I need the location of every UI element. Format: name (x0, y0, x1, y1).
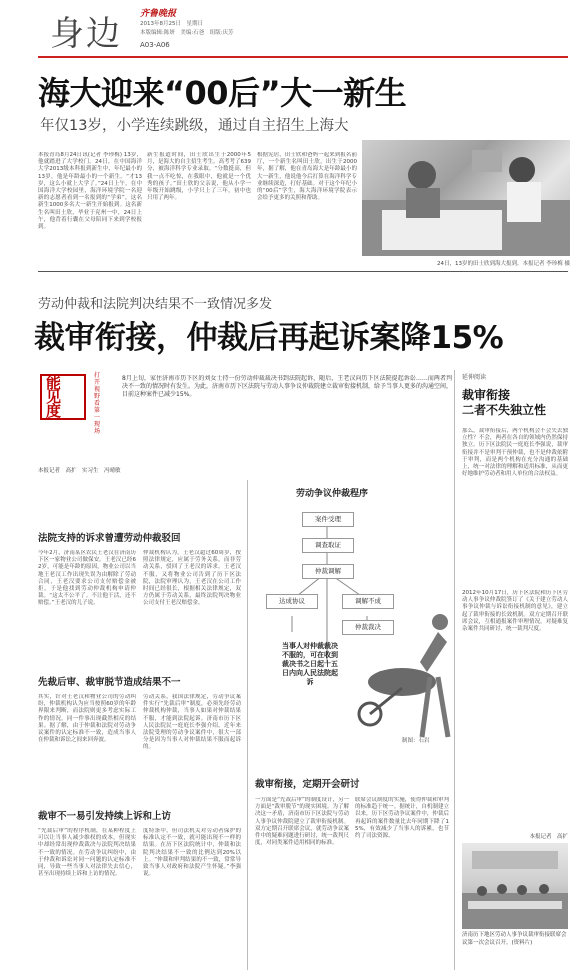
section4-column-1: 一方面是“先裁后审”的制度设计，另一方面是“裁审脱节”的现实困境。为了解决这一矛盾，济南市历下区法院与劳动人事争议仲裁院建立了裁审衔接机制。双方定期召开联席会议，就劳动争议案件中的疑难问题进行研讨，统一裁判尺度，对同类案件适用相同的标准。 (255, 797, 349, 847)
section1-column-2: 仲裁机构认为，王老汉超过60周岁，按照法律规定，应属于劳务关系，而非劳动关系，驳回了王老汉的诉求。王老汉不服，又将物业公司告到了历下区法院，法院审理认为，王老汉在公司工作时间已经很长，根据相关法律规定，双方仍属于劳动关系，最终法院判决物业公司支付王老汉赔偿金。 (143, 550, 241, 607)
logo-side-text: 打开视野看第一现场 (94, 372, 101, 435)
flow-credit: 制图：石岩 (402, 738, 430, 744)
flowchart-title: 劳动争议仲裁程序 (296, 489, 369, 499)
sidebar-label: 延伸阅读 (462, 374, 487, 381)
section3-title: 裁审不一易引发持续上诉和上访 (38, 811, 172, 822)
editor-credits: 本版编辑:陈妍 美编:石爸 组版:庆芳 (140, 30, 234, 36)
paper-logo: 齐鲁晚报 (140, 9, 177, 19)
sidebar-body-2: 2012年10月17日，历下区法院和历下区劳动人事争议仲裁院签订了《关于建立劳动人事争议仲裁与诉讼衔接机制的意见》，建立起了裁审衔接的长效机制。双方定期召开联席会议，互相通报案件审理情况，对疑难复杂案件共同研讨，统一裁判尺度。 (462, 590, 568, 633)
sidebar-byline: 本报记者 高扩 (529, 834, 568, 840)
section4-column-2: 联席会议制度的实施，使得仲裁和审判的标准趋于统一。据统计，自机制建立以来，历下区劳动争议案件中，仲裁后再起诉的案件数量比去年同期下降了15%，有效减少了当事人的诉累，也节约了司法资源。 (355, 797, 449, 840)
section2-column-1: 其实，针对王老汉和物业公司的劳动纠纷，仲裁机构认为应当按照60岁的年龄界限来判断，而法院则更多考虑实际工作的情况，同一件事出现截然相反的结果。据了解，由于仲裁和法院对劳动争议案件的认定标准不一致，造成当事人在仲裁和诉讼之间来回奔波。 (38, 694, 136, 744)
flow-note: 当事人对仲裁裁决不服的，可在收到裁决书之日起十五日内向人民法院起诉 (282, 642, 338, 686)
section4-title: 裁审衔接，定期开会研讨 (255, 779, 360, 790)
section1-title: 法院支持的诉求曾遭劳动仲裁驳回 (38, 533, 181, 544)
story2-intro: 8月上旬，家住济南市历下区的刘女士持一份劳动仲裁裁决书到法院起诉，随后，王老汉向历下区法院提起诉讼……而两者判决不一致的情况时有发生。为此，济南市历下区法院与劳动人事争议仲裁院建立裁审衔接机制，给予当事人更多的沟通空间，目前这种案件已减少15%。 (122, 375, 452, 398)
masthead-rule (38, 56, 568, 58)
story1-column-3: 根据宪居，田士欣和爸妈一起来到报名前厅，一个新生名叫田士欣，出生于2000年，据了解，他在青岛海大是年龄最小的大一新生，他说他今后打算在海洋科学专业继续深造，打好基础。对于这个年纪小的“00后”学生，海大海洋环境学院表示会给予更多的关照和帮助。 (257, 152, 357, 202)
section3-column-2: 度特条中，但司法机关对劳动者保护的标准认定不一致，就可能出现不一样的结果。在历下区法院统计中，仲裁和法院判决结果不一致的比例达到20%以上。“仲裁和审判结果的不一致，常常导致当事人对政府和法院产生怀疑。”李强说。 (143, 828, 241, 878)
sidebar-rule (454, 370, 455, 970)
flow-branch-failed: 调解不成 (342, 594, 394, 609)
section2-column-2: 劳动关系，我国法律规定，劳动争议案件实行“先裁后审”制度，必须先经劳动仲裁机构仲裁，当事人如果对仲裁结果不服，才能到法院起诉。济南市历下区人民法院民一庭庭长李强介绍，近年来法院受理的劳动争议案件中，很大一部分是因为当事人对仲裁结果不服而起诉的。 (143, 694, 241, 751)
flow-step-accept: 案件受理 (302, 512, 354, 527)
column-logo (38, 370, 114, 435)
section3-column-1: “先裁后审”的程序机制，在某种程度上可以让当事人减少维权的成本，但现实中却经常出现仲裁裁决与法院判决结果不一致的情况。在劳动争议纠纷中，由于仲裁和诉讼对同一问题的认定标准不同，导致一些当事人对法律失去信心，甚至出现持续上诉和上访的情况。 (38, 828, 136, 878)
sidebar-title: 裁审衔接 二者不失独立性 (462, 388, 547, 417)
section2-title: 先裁后审、裁审脱节造成结果不一 (38, 677, 181, 688)
meeting-photo-illustration (462, 843, 568, 929)
flow-step-investigate: 调查取证 (302, 538, 354, 553)
section-title: 身边 (50, 14, 122, 54)
issue-date: 2013年8月25日 星期日 (140, 21, 203, 27)
column-rule (247, 480, 248, 970)
story1-column-1: 本报青岛8月24日讯(记者 李珍梅) 13岁，他就踏进了大学校门。24日，在中国海洋大学2013级本科报到新生中，年纪最小的13岁，他是年龄最小的一个新生。“才13岁，这么小就上大学了。”24日上午，在中国海洋大学校园里，海洋环境学院一名迎新的志愿者看到一名报到的“学弟”，这名新生1000多名大一新生开始报到。这名新生名叫田士欣，毕业于兖州一中，24日上午，他背着行囊在父母陪同下来到学校报到。 (38, 152, 142, 231)
sidebar-body-1: 那么，裁审衔接后，两个机构会不会失去独立性？不会，两者在各自的领域内仍然保持独立。历下区法院民一庭庭长李强说，裁审衔接并不是审判干预仲裁，也不是仲裁依附于审判，而是两个机构在充分沟通的基础上，统一对法律的理解和适用标准，从而更好地维护劳动者和用人单位的合法权益。 (462, 428, 568, 478)
photo-illustration (362, 140, 570, 256)
flow-step-award: 仲裁裁决 (342, 620, 394, 635)
story2-kicker: 劳动仲裁和法院判决结果不一致情况多发 (38, 297, 273, 312)
story2-byline: 本报记者 高扩 实习生 冯晴敏 (38, 468, 121, 474)
story-divider (38, 271, 568, 272)
story1-photo (362, 140, 570, 256)
story2-headline: 裁审衔接，仲裁后再起诉案降15% (34, 320, 504, 356)
story1-headline: 海大迎来“00后”大一新生 (38, 74, 407, 112)
page-range: A03-A06 (140, 41, 170, 49)
flow-branch-agreement: 达成协议 (266, 594, 318, 609)
story1-subhead: 年仅13岁，小学连续跳级，通过自主招生上海大 (40, 118, 349, 134)
sidebar-photo-caption: 济南历下地区劳动人事争议裁审衔接联席会议第一次会议召开。(资料片) (462, 932, 567, 946)
flowchart (252, 482, 452, 747)
story1-column-2: 新生报道时间，田士欣出生于2000年5月，是海大的自主招生考生。高考考了639分，被海洋科学专业录取。“分数挺高，但我一点不吃惊，在我眼中，他就是一个优秀的孩子。”田士欣的父亲说，他从小学一年级开始跳级，小学只上了三年，初中也只用了两年。 (147, 152, 251, 202)
sidebar-photo (462, 843, 568, 929)
story1-photo-caption: 24日，13岁的田士欣到海大报到。本报记者 李珍梅 摄 (437, 261, 570, 267)
flow-step-mediate: 仲裁调解 (302, 564, 354, 579)
section1-column-1: 今年2月，济南某区农民王老汉在济南历下区一家物业公司做保安。王老汉已经62岁，可能是年龄的原因，物业公司以当地王老汉工作出现失误为由解除了劳动合同，王老汉要求公司支付赔偿金被拒，于是他找到劳动仲裁机构申请仲裁。“这太不公平了。不让他干活，还不赔偿。”王老汉的儿子说。 (38, 550, 136, 607)
logo-text: 能见度 (46, 374, 62, 420)
